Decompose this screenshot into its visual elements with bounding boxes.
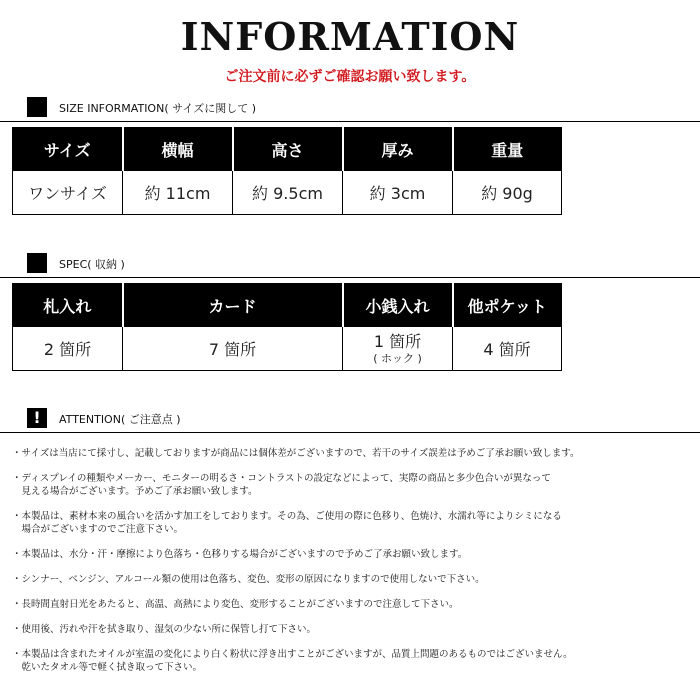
list-item	[12, 510, 692, 536]
size-table-header-row	[13, 128, 562, 171]
page-title: INFORMATION	[180, 14, 520, 59]
size-col-header: サイズ	[13, 128, 123, 171]
table-row	[13, 171, 562, 215]
spec-section-header	[0, 253, 700, 277]
width-value: 約 11cm	[123, 171, 233, 215]
thickness-value: 約 3cm	[343, 171, 453, 215]
order-notice: ご注文前に必ずご確認お願い致します。	[224, 69, 476, 85]
attention-text: ・サイズは当店にて採寸し、記載しておりますが商品には個体差がございますので、若干のサイズ誤差は予めご了承お願い致します。	[12, 448, 580, 459]
coin-purse-col-header: 小銭入れ	[343, 284, 453, 327]
bill-slot-value: 2 箇所	[13, 327, 123, 371]
divider	[0, 432, 700, 433]
attention-text: ・ディスプレイの種類やメーカー、モニターの明るさ・コントラストの設定などによって、実際の商品と多少色合いが異なって	[12, 473, 551, 484]
divider	[0, 277, 700, 278]
attention-text-cont: 場合がございますのでご注意下さい。	[12, 524, 184, 535]
card-col-header: カード	[123, 284, 343, 327]
other-pocket-col-header: 他ポケット	[453, 284, 562, 327]
spec-table-header-row	[13, 284, 562, 327]
coin-purse-note: ( ホック )	[373, 352, 422, 365]
attention-list	[12, 447, 692, 686]
attention-section-header	[0, 408, 700, 432]
width-col-header: 横幅	[123, 128, 233, 171]
attention-text: ・本製品は、素材本来の風合いを活かす加工をしております。その為、ご使用の際に色移り、色焼け、水濡れ等によりシミになる	[12, 511, 562, 522]
attention-section-heading: ATTENTION( ご注意点 )	[59, 413, 181, 426]
square-marker-icon	[27, 97, 47, 117]
list-item	[12, 472, 692, 498]
size-section-heading: SIZE INFORMATION( サイズに関して )	[59, 102, 257, 115]
divider	[0, 121, 700, 122]
attention-text: ・使用後、汚れや汗を拭き取り、湿気の少ない所に保管し打て下さい。	[12, 624, 317, 635]
attention-text-cont: 乾いたタオル等で軽く拭き取って下さい。	[12, 662, 203, 673]
square-marker-icon	[27, 253, 47, 273]
thickness-col-header: 厚み	[343, 128, 453, 171]
attention-text: ・長時間直射日光をあたると、高温、高熱により変色、変形することがございますので注意して下さい。	[12, 599, 459, 610]
table-row	[13, 327, 562, 371]
spec-table	[12, 283, 562, 371]
weight-col-header: 重量	[453, 128, 562, 171]
attention-text-cont: 見える場合がございます。予めご了承お願い致します。	[12, 486, 258, 497]
size-table	[12, 127, 562, 215]
height-col-header: 高さ	[233, 128, 343, 171]
weight-value: 約 90g	[453, 171, 562, 215]
list-item	[12, 573, 692, 586]
height-value: 約 9.5cm	[233, 171, 343, 215]
list-item	[12, 447, 692, 460]
size-value: ワンサイズ	[13, 171, 123, 215]
coin-purse-value: 1 箇所	[373, 332, 422, 351]
exclamation-icon: !	[27, 408, 47, 428]
card-value: 7 箇所	[123, 327, 343, 371]
coin-purse-cell	[343, 327, 453, 371]
list-item	[12, 598, 692, 611]
other-pocket-value: 4 箇所	[453, 327, 562, 371]
list-item	[12, 623, 692, 636]
spec-section-heading: SPEC( 収納 )	[59, 258, 125, 271]
size-section-header	[0, 97, 700, 121]
attention-text: ・シンナー、ベンジン、アルコール類の使用は色落ち、変色、変形の原因になりますので使用しないで下さい。	[12, 574, 485, 585]
attention-text: ・本製品は含まれたオイルが室温の変化により白く粉状に浮き出すことがございますが、品質上問題のあるものではございません。	[12, 649, 573, 660]
attention-text: ・本製品は、水分・汗・摩擦により色落ち・色移りする場合がございますので予めご了承お願い致します。	[12, 549, 468, 560]
list-item	[12, 548, 692, 561]
list-item	[12, 648, 692, 674]
bill-slot-col-header: 札入れ	[13, 284, 123, 327]
